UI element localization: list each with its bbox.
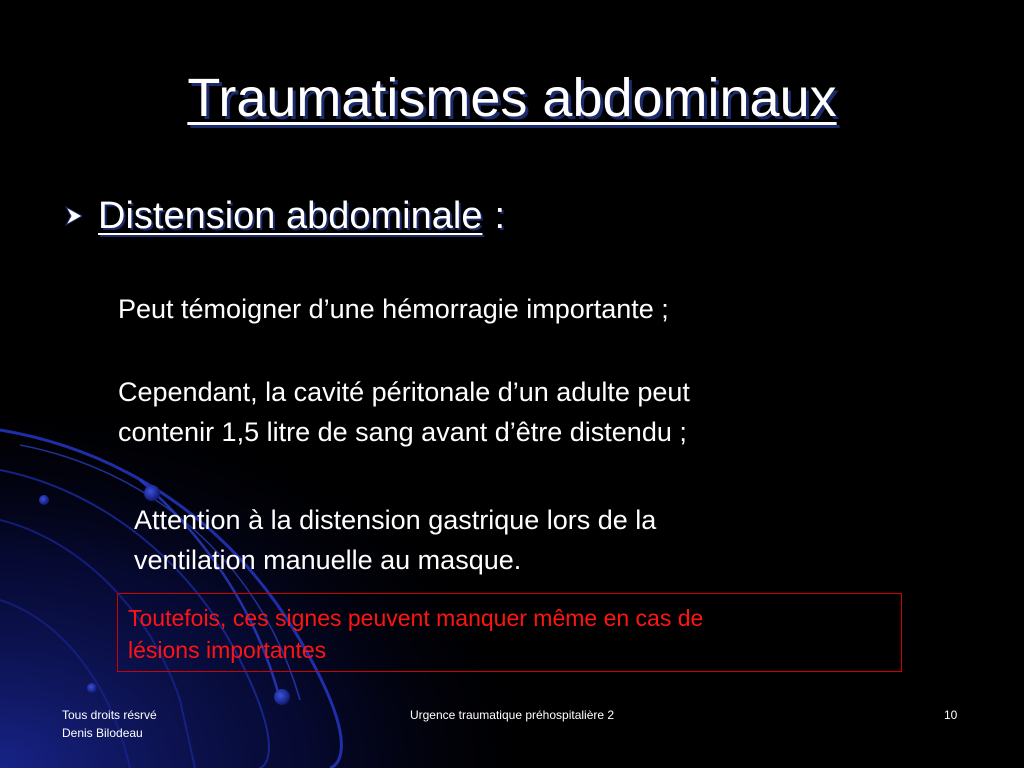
paragraph-gastric-distension xyxy=(134,500,656,580)
footer-rights: Tous droits résrvé xyxy=(62,708,157,722)
bullet-colon: : xyxy=(494,194,506,237)
paragraph-line: contenir 1,5 litre de sang avant d’être distendu ; xyxy=(118,417,687,447)
slide-title: Traumatismes abdominaux xyxy=(187,68,837,128)
paragraph-line: Attention à la distension gastrique lors de la xyxy=(134,505,657,535)
footer-page-number: 10 xyxy=(944,708,958,722)
paragraph-peritoneal-capacity xyxy=(118,372,690,452)
bullet-row xyxy=(62,188,505,244)
paragraph-line: Peut témoigner d’une hémorragie importante ; xyxy=(118,294,669,324)
arrow-bullet-icon xyxy=(62,202,88,230)
paragraph-hemorrhage xyxy=(118,289,669,329)
warning-box xyxy=(117,593,902,672)
warning-line: lésions importantes xyxy=(128,637,327,663)
footer-course-title: Urgence traumatique préhospitalière 2 xyxy=(409,708,615,722)
bullet-heading: Distension abdominale xyxy=(98,194,483,237)
warning-line: Toutefois, ces signes peuvent manquer même en cas de xyxy=(128,605,704,631)
footer-author: Denis Bilodeau xyxy=(62,726,143,740)
paragraph-line: Cependant, la cavité péritonale d’un adulte peut xyxy=(118,377,690,407)
paragraph-line: ventilation manuelle au masque. xyxy=(134,545,522,575)
